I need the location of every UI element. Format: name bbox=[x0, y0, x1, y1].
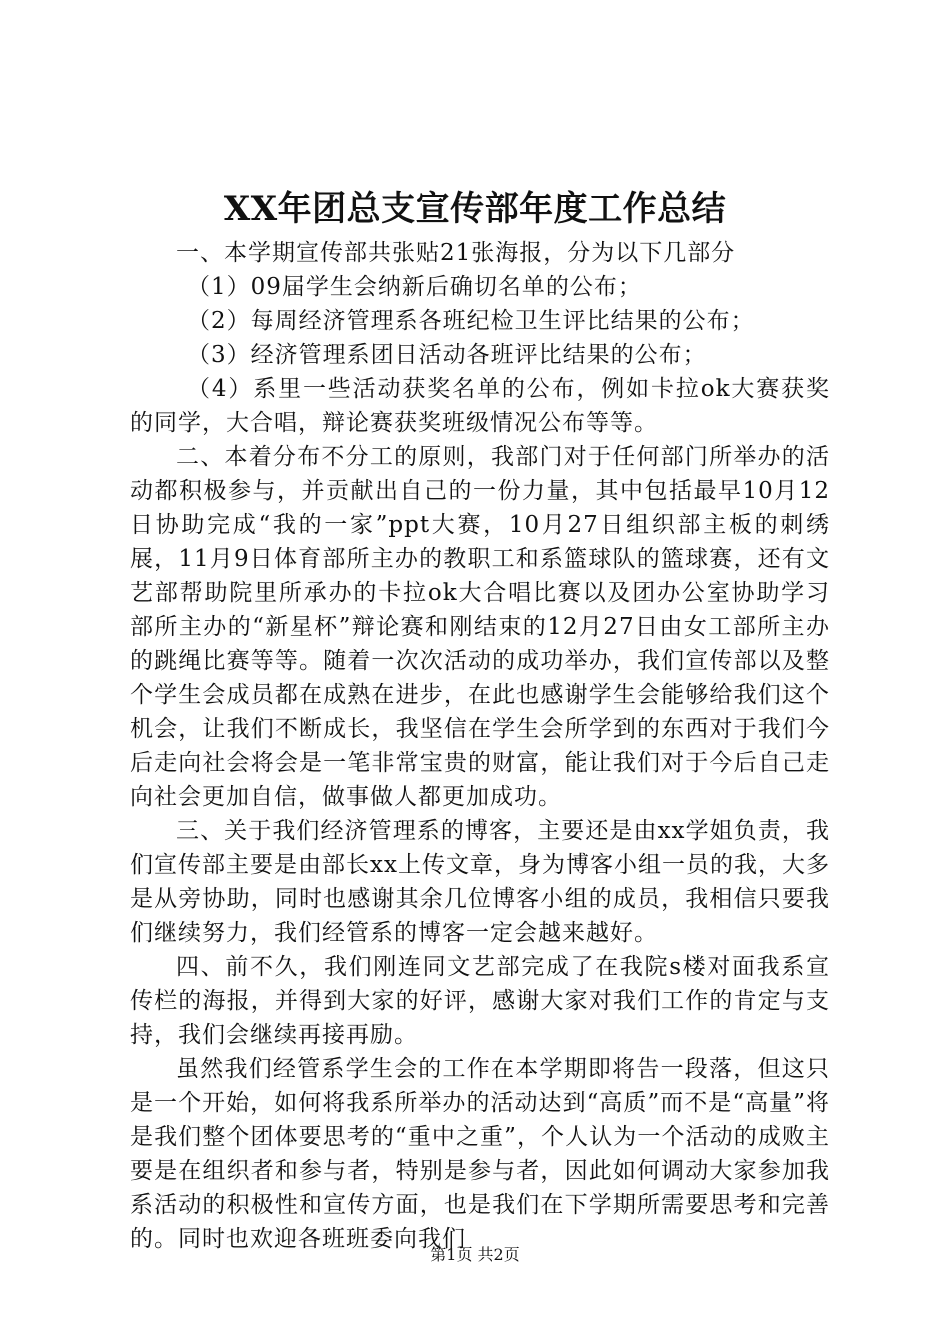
list-item-3: （3）经济管理系团日活动各班评比结果的公布； bbox=[187, 342, 707, 368]
paragraph-section-2: 二、本着分布不分工的原则，我部门对于任何部门所举办的活动都积极参与，并贡献出自己的一份力量，其中包括最早10月12日协助完成“我的一家”ppt大赛，10月27日组织部主板的刺绣展，11月9日体育部所主办的教职工和系篮球队的篮球赛，还有文艺部帮助院里所承办的卡拉ok大合唱比赛以及团办公室协助学习部所主办的“新星杯”辩论赛和刚结束的12月27日由女工部所主办的跳绳比赛等等。随着一次次活动的成功举办，我们宣传部以及整个学生会成员都在成熟在进步，在此也感谢学生会能够给我们这个机会，让我们不断成长，我坚信在学生会所学到的东西对于我们今后走向社会将会是一笔非常宝贵的财富，能让我们对于今后自己走向社会更加自信，做事做人都更加成功。 bbox=[130, 444, 830, 810]
paragraph-section-1: 一、本学期宣传部共张贴21张海报，分为以下几部分 bbox=[176, 240, 736, 266]
paragraph-section-3: 三、关于我们经济管理系的博客，主要还是由xx学姐负责，我们宣传部主要是由部长xx上传文章，身为博客小组一员的我，大多是从旁协助，同时也感谢其余几位博客小组的成员，我相信只要我们继续努力，我们经管系的博客一定会越来越好。 bbox=[130, 818, 830, 946]
paragraph-conclusion: 虽然我们经管系学生会的工作在本学期即将告一段落，但这只是一个开始，如何将我系所举办的活动达到“高质”而不是“高量”将是我们整个团体要思考的“重中之重”，个人认为一个活动的成败主要是在组织者和参与者，特别是参与者，因此如何调动大家参加我系活动的积极性和宣传方面，也是我们在下学期所需要思考和完善的。同时也欢迎各班班委向我们 bbox=[130, 1056, 830, 1252]
list-item-2: （2）每周经济管理系各班纪检卫生评比结果的公布； bbox=[187, 308, 755, 334]
list-item-4: （4）系里一些活动获奖名单的公布，例如卡拉ok大赛获奖的同学，大合唱，辩论赛获奖班级情况公布等等。 bbox=[130, 376, 830, 436]
paragraph-section-4: 四、前不久，我们刚连同文艺部完成了在我院s楼对面我系宣传栏的海报，并得到大家的好评，感谢大家对我们工作的肯定与支持，我们会继续再接再励。 bbox=[130, 954, 830, 1048]
list-item-1: （1）09届学生会纳新后确切名单的公布； bbox=[187, 274, 642, 300]
page-footer: 第1页 共2页 bbox=[430, 1245, 520, 1264]
document-body bbox=[130, 236, 830, 1256]
document-title: XX年团总支宣传部年度工作总结 bbox=[223, 189, 727, 229]
